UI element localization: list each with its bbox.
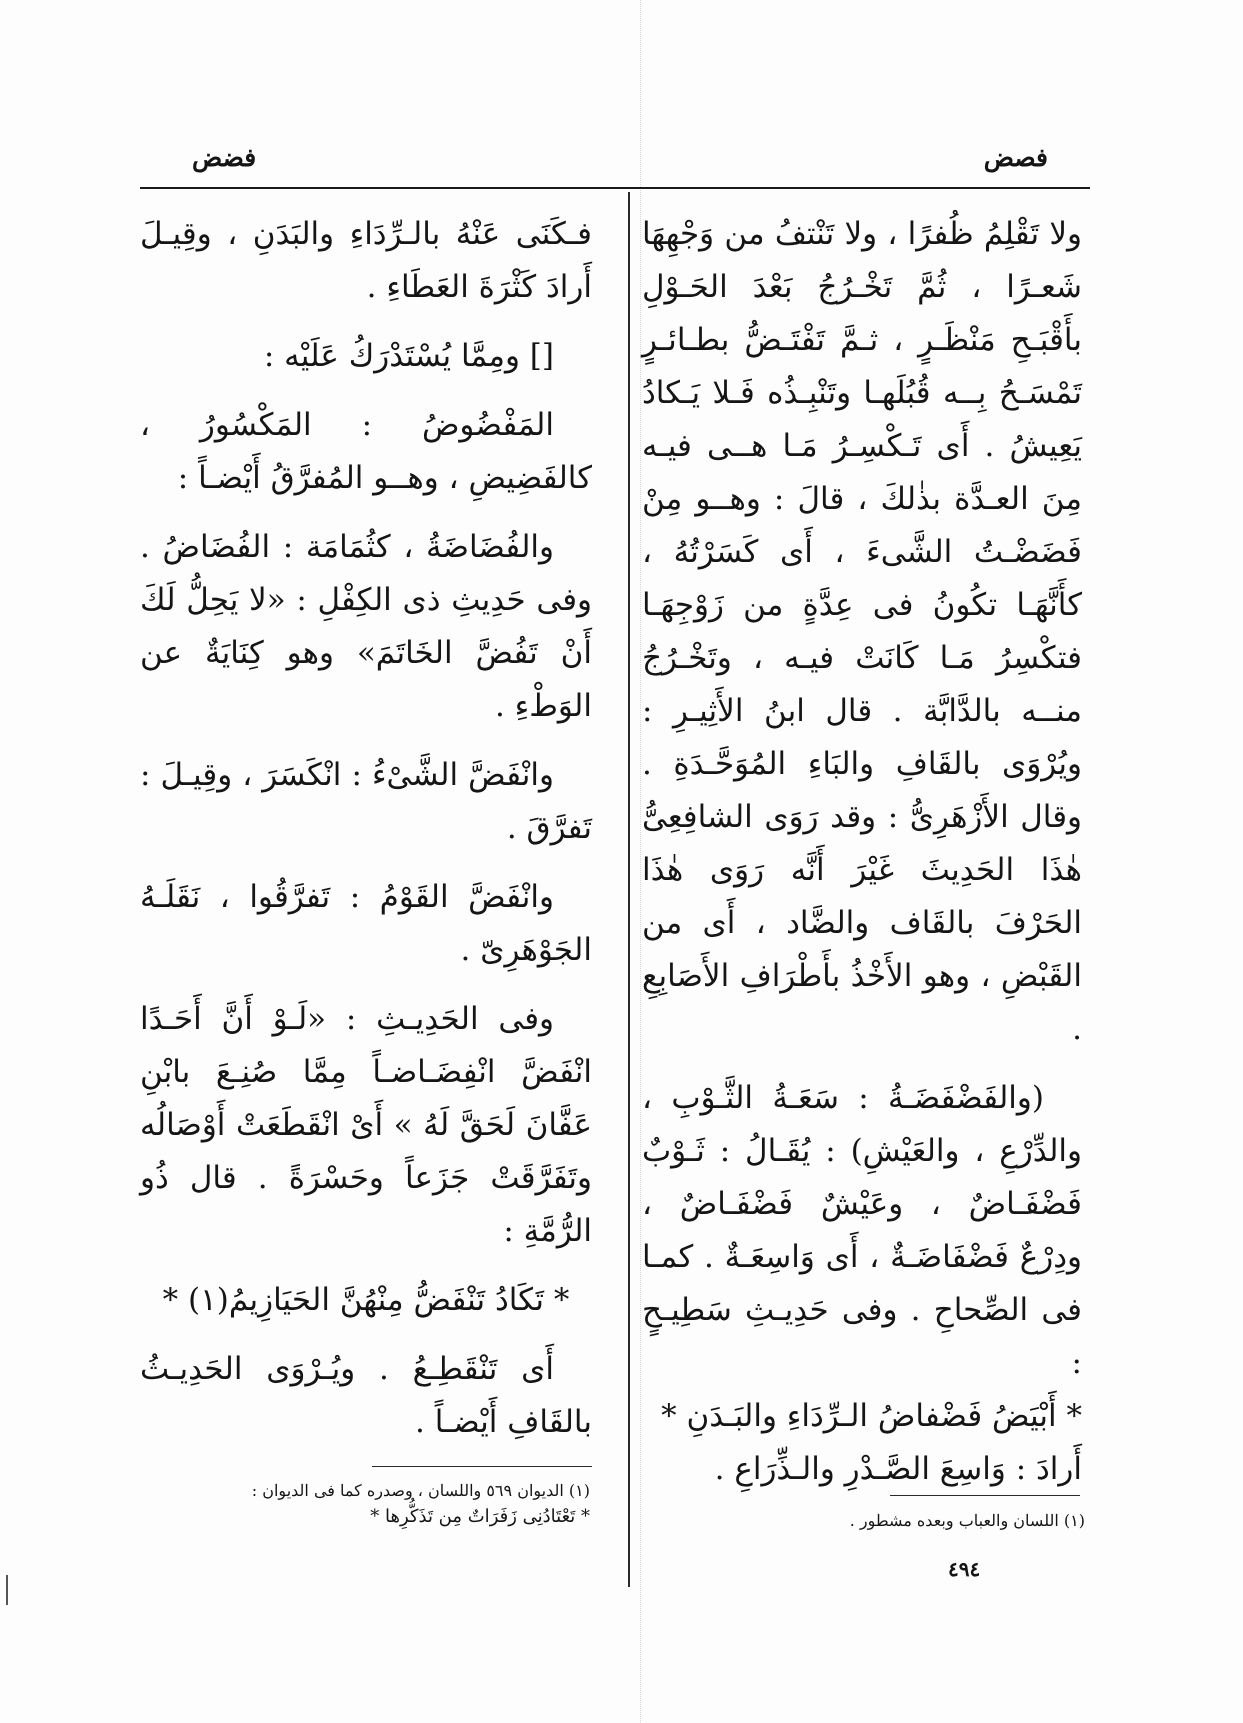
running-head-right: فصض — [983, 143, 1048, 172]
left-verse: * تَكَادُ تَنْفَضُّ مِنْهُنَّ الحَيَازِيمُ(١) * — [162, 1282, 570, 1318]
column-divider — [628, 192, 630, 1587]
footnote-left-verse: * تَعْتَادُنِى زَفَرَاتٌ مِن تَذَكُّرِها * — [370, 1506, 590, 1527]
footnote-rule-right — [890, 1495, 1080, 1496]
scan-edge-mark — [6, 1575, 8, 1605]
left-paragraph-3: وانْفَضَّ الشَّىْءُ : انْكَسَرَ ، وقِيـلَ : تَفرَّقَ . — [140, 757, 592, 846]
right-closing: أَرادَ : وَاسِعَ الصَّـدْرِ والـذِّرَاعِ . — [714, 1451, 1082, 1487]
left-paragraph-4: وانْفَضَّ القَوْمُ : تَفرَّقُوا ، نَقَلَـهُ الجَوْهَرِىّ . — [140, 879, 592, 968]
footnote-left-source: (١) الديوان ٥٦٩ واللسان ، وصدره كما فى الديوان : — [251, 1481, 590, 1500]
left-paragraph-2: والفُضَاضَةُ ، كثُمَامَة : الفُضَاضُ . وفى حَدِيثِ ذى الكِفْلِ : «لا يَحِلُّ لَكَ أَنْ تَفُضَّ الخَاتَمَ» وهو كِنَايَةٌ عن الوَطْءِ . — [140, 529, 592, 724]
left-closing: أَى تَنْقَطِـعُ . ويُـرْوَى الحَدِيـثُ بالقَافِ أَيْضـاً . — [140, 1351, 592, 1440]
left-column — [140, 208, 592, 1449]
left-paragraph-1: المَفْضُوضُ : المَكْسُورُ ، كالفَضِيضِ ، وهــو المُفرَّقُ أَيْضـاً : — [140, 407, 592, 496]
left-opening: فـكَنَى عَنْهُ بالـرِّدَاءِ والبَدَنِ ، وقِيـلَ أَرادَ كَثْرَةَ العَطَاءِ . — [140, 216, 592, 305]
mustadrak-heading: [] ومِمَّا يُسْتَدْرَكُ عَلَيْه : — [263, 338, 554, 374]
right-paragraph-2: (والفَضْفَضَـةُ : سَعَـةُ الثَّـوْبِ ، والدِّرْعِ ، والعَيْشِ) : يُقَـالُ : ثَـوْبٌ فَضْفَـاضٌ ، وعَيْشٌ فَضْفَـاضٌ ، ودِرْعٌ فَضْفَاضَـةٌ ، أَى وَاسِعَـةٌ . كمـا فى الصِّحاحِ . وفى حَدِيـثِ سَطِيـحٍ : — [642, 1080, 1082, 1381]
footnote-left — [190, 1478, 590, 1530]
left-paragraph-5: وفى الحَدِيـثِ : «لَـوْ أَنَّ أَحَـدًا انْفَضَّ انْفِضَـاضـاً مِمَّا صُنِـعَ بابْنِ عَفَّانَ لَحَقَّ لَهُ » أَىْ انْقَطَعَتْ أَوْصَالُه وتَفَرَّقَتْ جَزَعاً وحَسْرَةً . قال ذُو الرُّمَّةِ : — [140, 1001, 592, 1249]
footnote-rule-left — [372, 1466, 592, 1467]
running-head-left: فضض — [192, 143, 257, 172]
footnote-right: (١) اللسان والعباب وبعده مشطور . — [849, 1511, 1085, 1530]
page-number: ٤٩٤ — [948, 1557, 981, 1581]
right-column — [642, 208, 1082, 1496]
right-verse: * أَبْيَضُ فَضْفاضُ الـرِّدَاءِ والبَـدَنِ * — [661, 1398, 1082, 1434]
right-paragraph-1: ولا تَقْلِمُ ظُفرًا ، ولا تَنْتفُ من وَجْهِهَا شَعـرًا ، ثُمَّ تَخْـرُجُ بَعْدَ الحَـوْلِ بأَقْبَـحِ مَنْظَـرٍ ، ثـمَّ تَفْتَـضُّ بطـائـرٍ تَمْسَـحُ بِــه قُبُلَهـا وتَنْبِـذُه فَـلا يَـكادُ يَعِيشُ . أَى تَـكْسِـرُ مَـا هــى فيـه مِنَ العـدَّة بذٰلكَ ، قالَ : وهــو مِنْ فَضَضْـتُ الشَّىءَ ، أَى كَسَرْتُهُ ، كأَنَّهَـا تكُونُ فى عِدَّةٍ من زَوْجِهَـا فتكْسِرُ مَـا كَانَتْ فيـه ، وتَخْـرُجُ منــه بالدَّابَّة . قال ابنُ الأَثِيـرِ : ويُرْوَى بالقَافِ والبَاءِ المُوَحَّـدَةِ . وقال الأَزْهَرِىُّ : وقد رَوَى الشافِعِىُّ هٰذَا الحَدِيثَ غَيْرَ أَنَّه رَوَى هٰذَا الحَرْفَ بالقَاف والضَّاد ، أَى من القَبْضِ ، وهو الأَخْذُ بأَطْرَافِ الأَصَابِعِ . — [642, 216, 1082, 1047]
header-rule — [140, 187, 1090, 189]
